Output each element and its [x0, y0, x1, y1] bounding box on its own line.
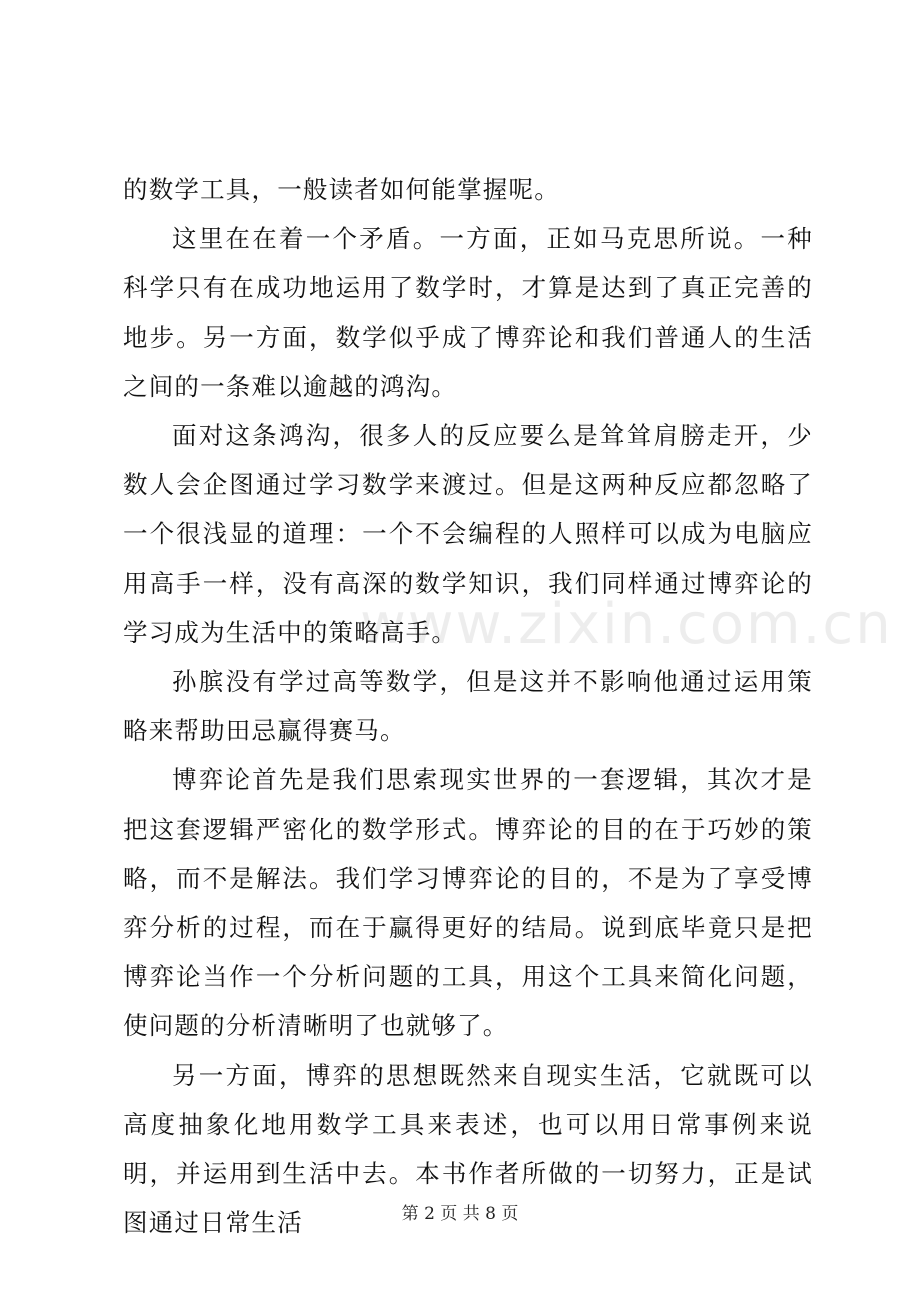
paragraph-6: 另一方面，博弈的思想既然来自现实生活，它就既可以高度抽象化地用数学工具来表述，也可以用日常事例来说明，并运用到生活中去。本书作者所做的一切努力，正是试图通过日常生活 [123, 1060, 813, 1238]
page-number: 第 2 页 共 8 页 [401, 1204, 519, 1224]
watermark: www.zixin.com.cn [360, 592, 893, 657]
paragraph-4: 孙膑没有学过高等数学，但是这并不影响他通过运用策略来帮助田忌赢得赛马。 [123, 667, 813, 746]
body-text [123, 165, 813, 1247]
paragraph-3: 面对这条鸿沟，很多人的反应要么是耸耸肩膀走开，少数人会企图通过学习数学来渡过。但是这两种反应都忽略了一个很浅显的道理：一个不会编程的人照样可以成为电脑应用高手一样，没有高深的数学知识，我们同样通过博弈论的学习成为生活中的策略高手。 [123, 421, 813, 647]
paragraph-2: 这里在在着一个矛盾。一方面，正如马克思所说。一种科学只有在成功地运用了数学时，才算是达到了真正完善的地步。另一方面，数学似乎成了博弈论和我们普通人的生活之间的一条难以逾越的鸿沟。 [123, 224, 813, 401]
paragraph-1: 的数学工具，一般读者如何能掌握呢。 [123, 175, 560, 204]
paragraph-5: 博弈论首先是我们思索现实世界的一套逻辑，其次才是把这套逻辑严密化的数学形式。博弈论的目的在于巧妙的策略，而不是解法。我们学习博弈论的目的，不是为了享受博弈分析的过程，而在于赢得更好的结局。说到底毕竟只是把博弈论当作一个分析问题的工具，用这个工具来简化问题，使问题的分析清晰明了也就够了。 [123, 765, 813, 1041]
